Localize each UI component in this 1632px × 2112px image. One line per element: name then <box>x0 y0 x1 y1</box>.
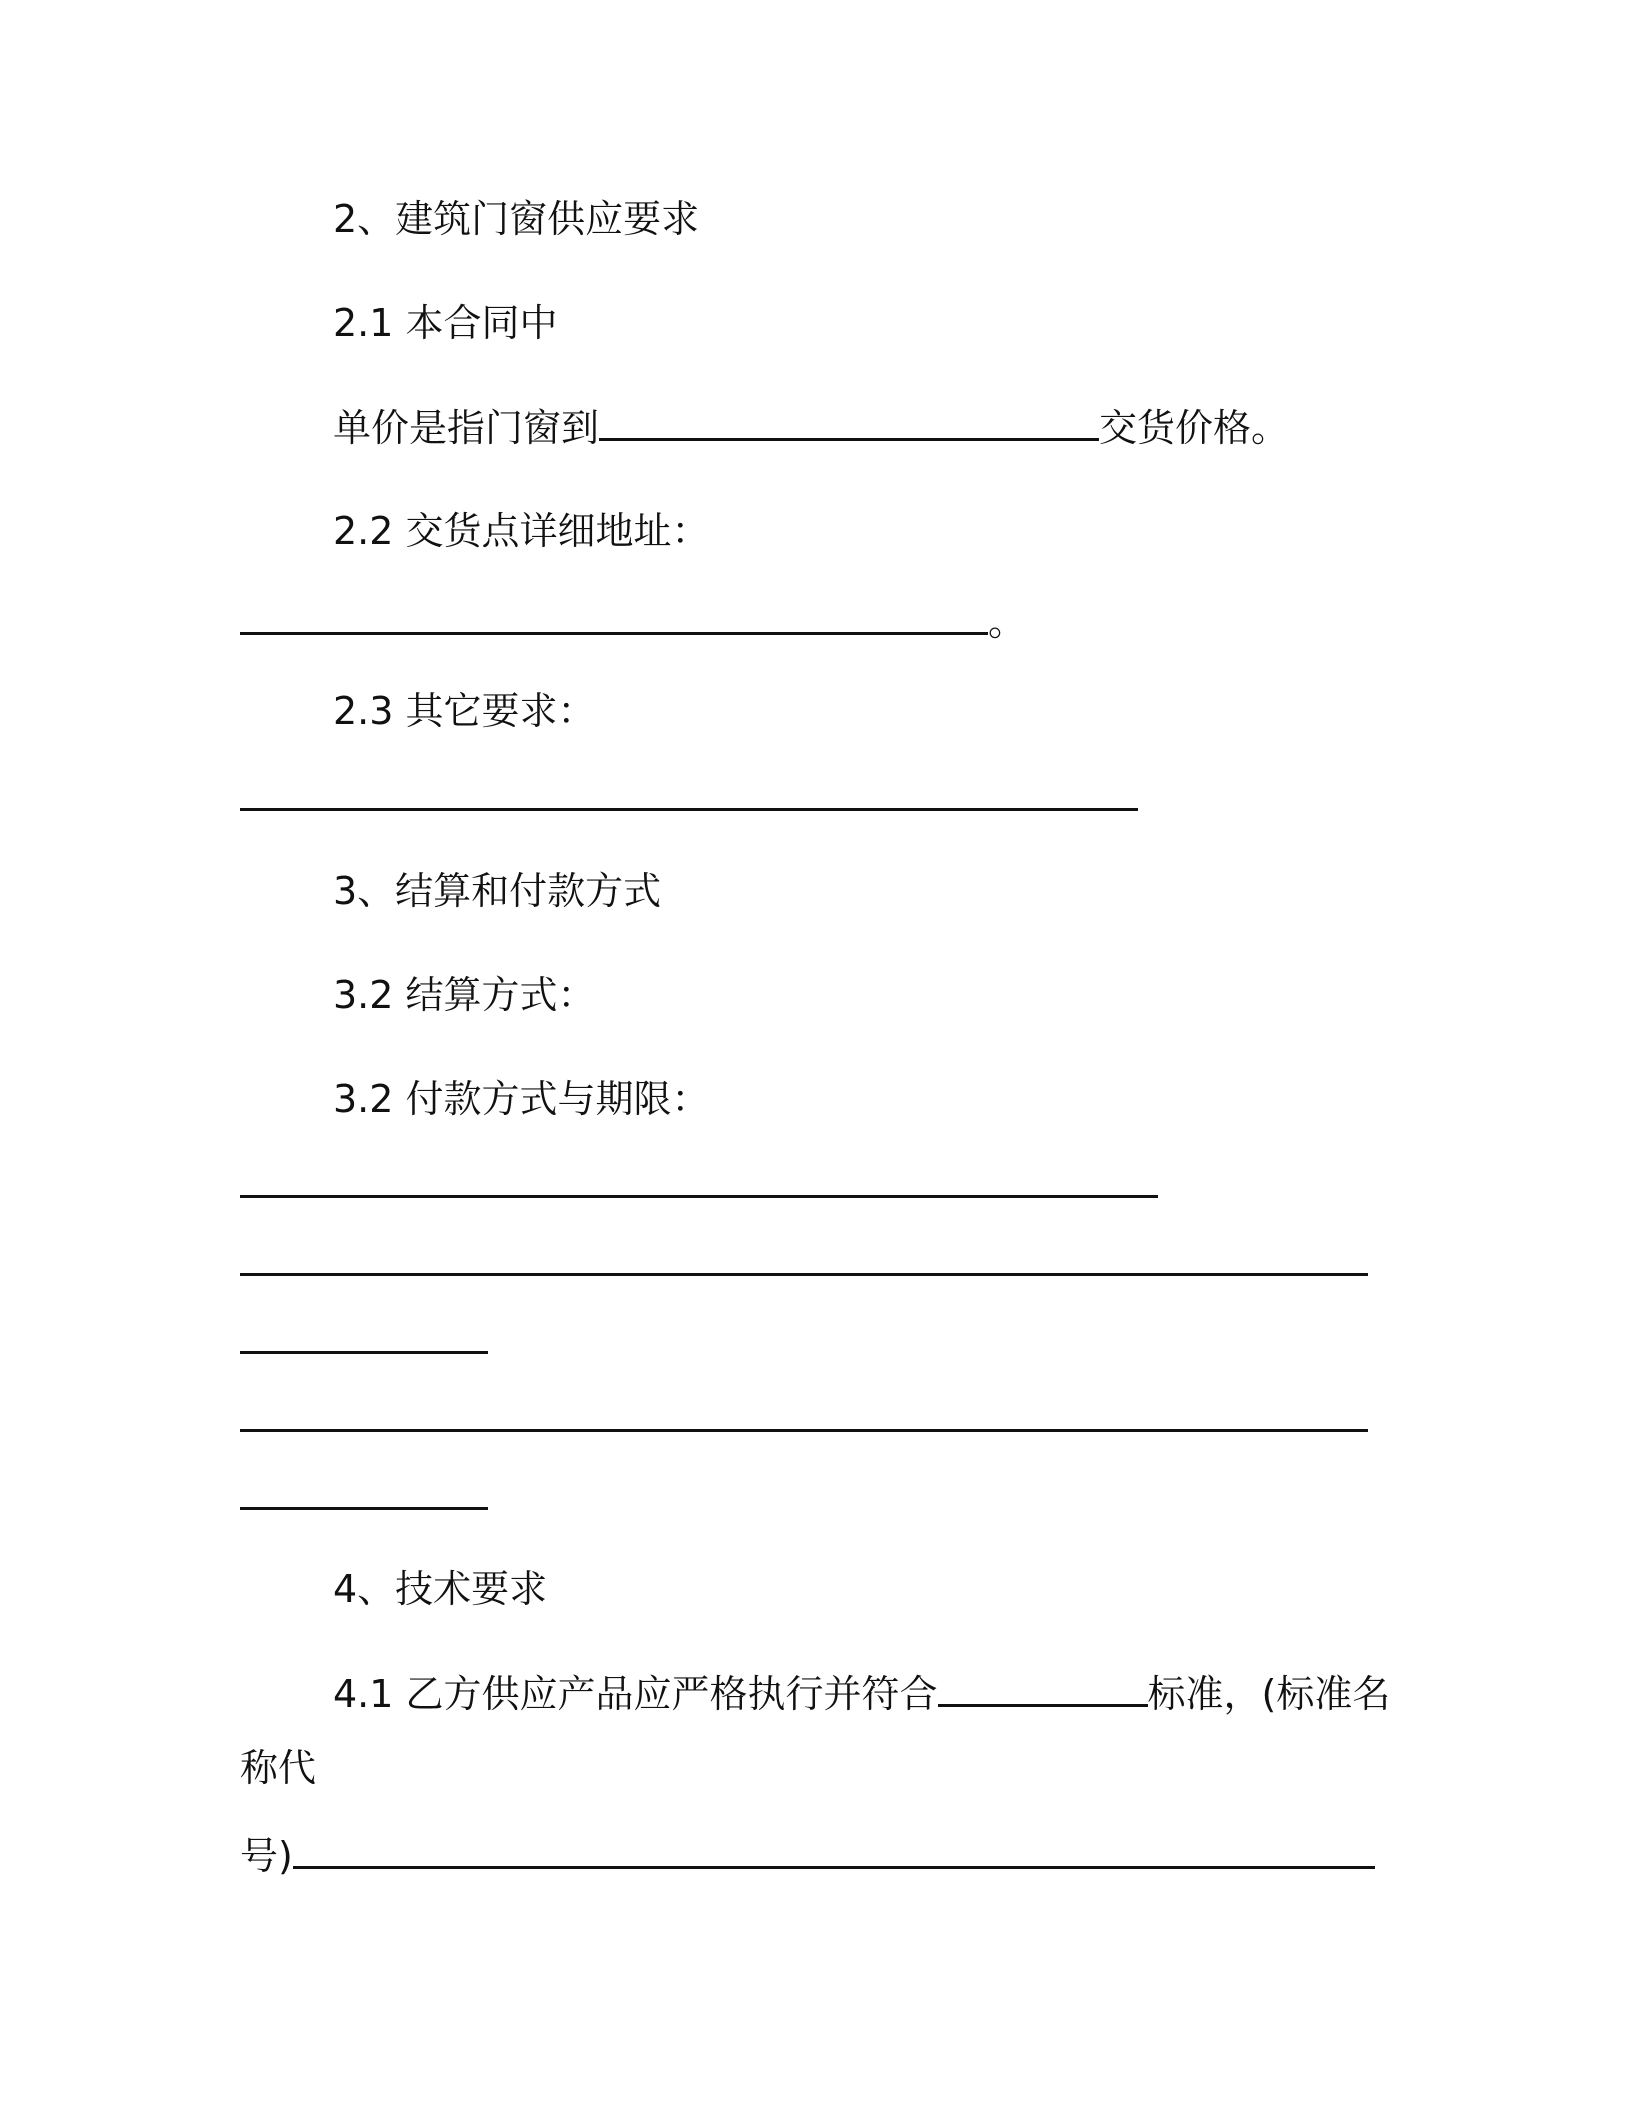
address-blank[interactable] <box>240 598 988 635</box>
unit-price-line <box>333 404 1289 451</box>
standard-code-line <box>240 1832 1375 1879</box>
delivery-place-blank[interactable] <box>599 404 1099 441</box>
clause-4-1-suffix: 标准，(标准名 <box>1147 1672 1391 1716</box>
standard-code-label: 号) <box>240 1834 293 1878</box>
payment-blank-4[interactable] <box>240 1429 1368 1432</box>
payment-blank-3[interactable] <box>240 1351 488 1354</box>
clause-4-1-line <box>333 1670 1390 1717</box>
section-2-heading: 2、建筑门窗供应要求 <box>333 197 700 241</box>
standard-blank[interactable] <box>938 1670 1148 1707</box>
payment-blank-2[interactable] <box>240 1273 1368 1276</box>
clause-2-1: 2.1 本合同中 <box>333 301 558 345</box>
clause-3-2-settlement: 3.2 结算方式： <box>333 973 596 1017</box>
unit-price-prefix: 单价是指门窗到 <box>333 406 600 450</box>
clause-2-2: 2.2 交货点详细地址： <box>333 509 710 553</box>
unit-price-suffix: 交货价格。 <box>1099 406 1290 450</box>
address-line <box>240 598 1026 645</box>
payment-blank-5[interactable] <box>240 1507 488 1510</box>
payment-blank-1[interactable] <box>240 1195 1158 1198</box>
clause-2-3: 2.3 其它要求： <box>333 689 596 733</box>
section-3-heading: 3、结算和付款方式 <box>333 869 662 913</box>
clause-3-2-payment: 3.2 付款方式与期限： <box>333 1077 710 1121</box>
other-requirements-blank[interactable] <box>240 808 1138 811</box>
standard-code-blank[interactable] <box>293 1832 1375 1869</box>
clause-4-1-continuation: 称代 <box>240 1746 317 1790</box>
address-end-mark: 。 <box>988 600 1027 644</box>
clause-4-1-prefix: 4.1 乙方供应产品应严格执行并符合 <box>333 1672 938 1716</box>
section-4-heading: 4、技术要求 <box>333 1567 548 1611</box>
